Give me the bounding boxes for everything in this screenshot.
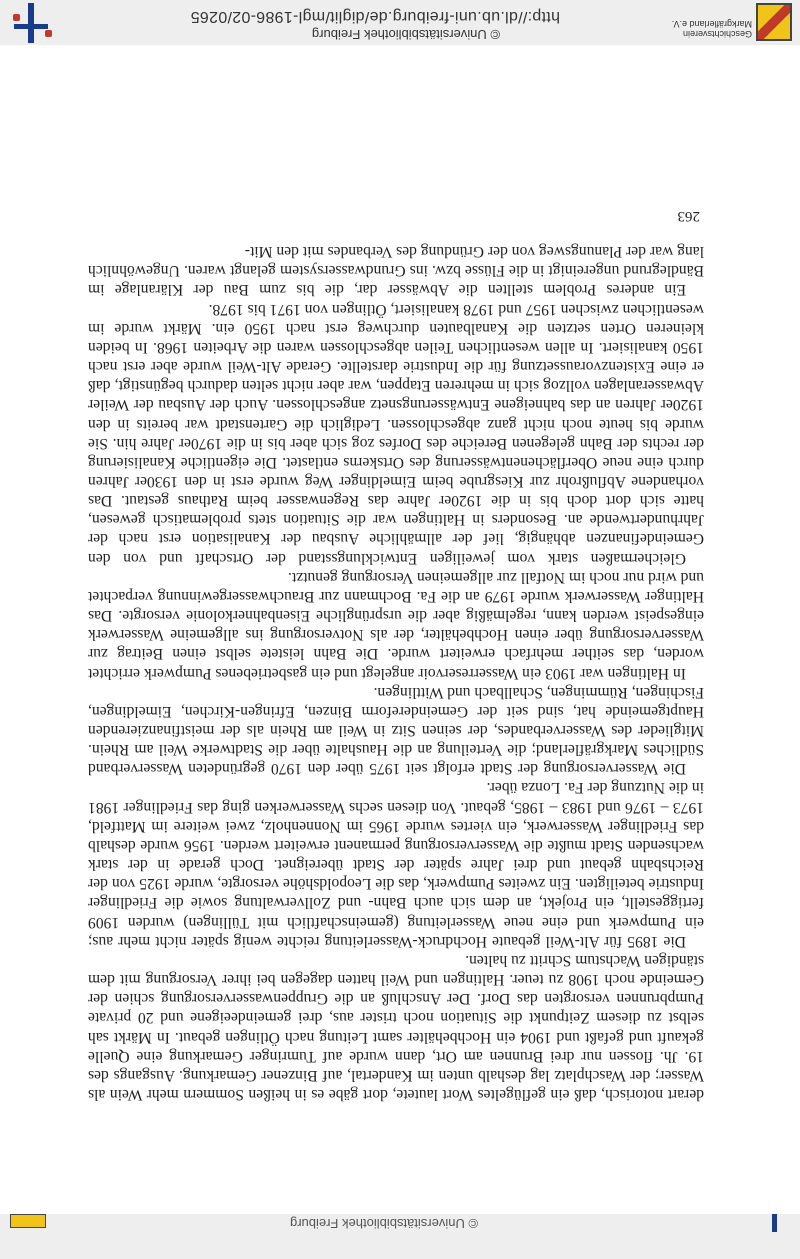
paragraph: Die Wasserversorgung der Stadt erfolgt seit 1975 über den 1970 gegründeten Wasserverband Südliches Markgräflerland; die Verteilung an die Haushalte über die Stadtwerke Weil am Rhein. Mitglieder des Wasserverbandes, der seinen Sitz in Weil am Rhein als der meistfinanzierenden Hauptgemeinde hat, sind seit der Gemeindereform Binzen, Efringen-Kirchen, Eimeldingen, Fischingen, Rümmingen, Schallbach und Wittlingen. xyxy=(88,683,704,778)
university-logo-icon xyxy=(12,3,52,43)
header-rotated xyxy=(0,0,800,45)
footer-university-credit: © Universitätsbibliothek Freiburg xyxy=(290,1216,479,1231)
page-number: 263 xyxy=(677,208,700,224)
university-logo-icon xyxy=(760,1214,790,1232)
association-crest-icon xyxy=(756,3,792,41)
association-name-line2: Markgräflerland e.V. xyxy=(671,19,752,29)
paragraph: Die 1895 für Alt-Weil gebaute Hochdruck-Wasserleitung reichte wenig später nicht mehr aus; ein Pumpwerk und eine neue Wasserleitung (gemeinschaftlich mit Tüllingen) wurden 1909 fertiggestellt, ein Projekt, an dem sich auch Bahn- und Zollverwaltung sowie die Friedlinger Industrie beteiligten. Ein zweites Pumpwerk, das die Leopoldshöhe versorgte, wurde 1925 von der Reichsbahn gebaut und drei Jahre später der Stadt übereignet. Doch gerade in der stark wachsenden Stadt mußte die Wasserversorgung permanent erweitert werden. 1956 wurde deshalb das Friedlinger Wasserwerk, ein viertes wurde 1965 im Nonnenholz, zwei weitere im Mattfeld, 1973 – 1976 und 1983 – 1985, gebaut. Von diesen sechs Wasserwerken ging das Friedlinger 1981 in die Nutzung der Fa. Lonza über. xyxy=(88,779,704,950)
document-url-link[interactable]: http://dl.ub.uni-freiburg.de/diglit/mgl-1986-02/0265 xyxy=(190,8,560,25)
scanned-page xyxy=(0,45,800,1214)
paragraph: Gleichermaßen stark vom jeweiligen Entwicklungsstand der Ortschaft und von den Gemeindefinanzen abhängig, lief der allmähliche Ausbau der Kanalisation erst nach der Jahrhundertwende an. Besonders in Haltingen war die Situation stets problematisch gewesen, hatte sich dort doch bis in die 1920er Jahre das Regenwasser beim Rathaus gestaut. Das vorhandene Abflußrohr zur Kiesgrube beim Eimeldinger Weg wurde erst in den 1930er Jahren durch eine neue Oberflächenentwässerung des Ortskerns entlastet. Die eigentliche Kanalisierung der rechts der Bahn gelegenen Bereiche des Dorfes zog sich aber bis in die 1970er Jahre hin. Sie wurde bis heute noch nicht ganz abgeschlossen. Lediglich die Gartenstadt war bereits in den 1920er Jahren an das bahneigene Entwässerungsnetz angeschlossen. Auch der Ausbau der Weiler Abwasseranlagen vollzog sich in mehreren Etappen, war aber nicht selten dadurch begünstigt, daß er eine Existenzvoraussetzung für die Industrie darstellte. Gerade Alt-Weil wurde aber erst nach 1950 kanalisiert. In allen wesentlichen Teilen abgeschlossen waren die Arbeiten 1968. In beiden kleineren Orten setzten die Kanalbauten durchweg erst nach 1950 ein. Märkt wurde im wesentlichen zwischen 1957 und 1978 kanalisiert, Ötlingen von 1971 bis 1978. xyxy=(88,300,704,567)
association-name xyxy=(672,19,752,39)
association-crest-icon xyxy=(10,1214,46,1228)
viewer-footer xyxy=(0,1214,800,1259)
association-name-line1: Geschichtsverein xyxy=(682,29,752,39)
paragraph: In Haltingen war 1903 ein Wasserreservoir angelegt und ein gasbetriebenes Pumpwerk errichtet worden, das seither mehrfach erweitert wurde. Die Bahn leistete selbst einen Beitrag zur Wasserversorgung über einen Hochbehälter, der als Notversorgung ins allgemeine Wasserwerk eingespeist werden kann, regelmäßig aber die ursprüngliche Eisenbahnerkolonie versorgte. Das Haltinger Wasserwerk wurde 1979 an die Fa. Bochmann zur Brauchwassergewinnung verpachtet und wird nur noch im Notfall zur allgemeinen Versorgung genutzt. xyxy=(88,568,704,682)
page-text-block xyxy=(88,242,704,1104)
university-credit: © Universitätsbibliothek Freiburg xyxy=(311,27,500,42)
viewer-header xyxy=(0,0,800,45)
paragraph: Ein anderes Problem stellten die Abwässer dar, die bis zum Bau der Kläranlage im Bändlegrund ungereinigt in die Flüsse bzw. ins Grundwassersystem gelangt waren. Ungewöhnlich lang war der Planungsweg von der Gründung des Verbandes mit den Mit- xyxy=(88,243,704,299)
paragraph: derart notorisch, daß ein geflügeltes Wort lautete, dort gäbe es in heißen Sommern mehr Wein als Wasser; der Waschplatz lag deshalb unten im Kandertal, auf Binzener Gemarkung. Ausgangs des 19. Jh. flossen nur drei Brunnen am Ort, dann wurde auf Tumringer Gemarkung eine Quelle gekauft und gefaßt und 1904 ein Hochbehälter samt Leitung nach Ötlingen gebaut. In Märkt sah selbst zu diesem Zeitpunkt die Situation noch trister aus, drei gemeindeeigene und 20 private Pumpbrunnen versorgten das Dorf. Der Anschluß an die Gruppenwasserversorgung schien der Gemeinde noch 1908 zu teuer. Haltingen und Weil hatten dagegen bei ihrer Versorgung mit dem ständigen Wachstum Schritt zu halten. xyxy=(88,951,704,1103)
